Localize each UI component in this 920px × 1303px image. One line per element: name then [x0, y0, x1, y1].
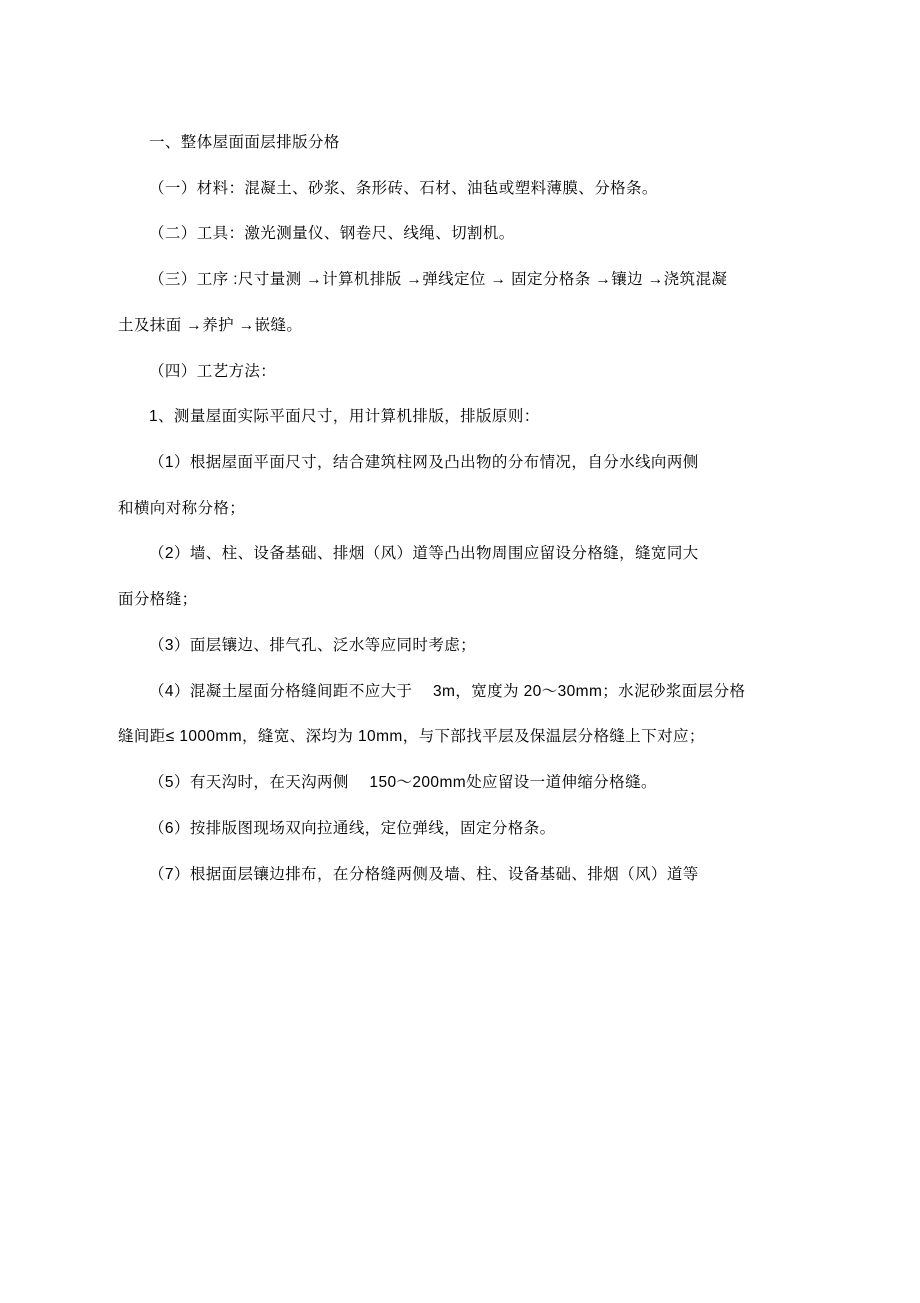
paragraph-item-5: （5）有天沟时，在天沟两侧 150～200mm处应留设一道伸缩分格缝。	[149, 774, 657, 792]
paragraph-item-1-line2: 和横向对称分格；	[118, 499, 246, 517]
paragraph-item-7: （7）根据面层镶边排布，在分格缝两侧及墙、柱、设备基础、排烟（风）道等	[149, 865, 699, 883]
paragraph-item-3: （3）面层镶边、排气孔、泛水等应同时考虑；	[149, 636, 477, 654]
document-body	[118, 120, 802, 897]
paragraph-item-2-line1: （2）墙、柱、设备基础、排烟（风）道等凸出物周围应留设分格缝，缝宽同大	[149, 545, 699, 563]
paragraph-procedure-line2: 土及抹面 →养护 →嵌缝。	[118, 316, 303, 334]
paragraph-method-heading: （四）工艺方法：	[149, 362, 277, 380]
paragraph-item-4-line2: 缝间距≤ 1000mm，缝宽、深均为 10mm，与下部找平层及保温层分格缝上下对应；	[118, 728, 705, 746]
paragraph-item-6: （6）按排版图现场双向拉通线，定位弹线，固定分格条。	[149, 819, 556, 837]
paragraph-item-2-line2: 面分格缝；	[118, 591, 198, 609]
paragraph-item-1-line1: （1）根据屋面平面尺寸，结合建筑柱网及凸出物的分布情况，自分水线向两侧	[149, 454, 699, 472]
paragraph-tools: （二）工具：激光测量仪、钢卷尺、线绳、切割机。	[149, 225, 515, 243]
paragraph-item-4-line1: （4）混凝土屋面分格缝间距不应大于 3m，宽度为 20～30mm；水泥砂浆面层分格	[149, 682, 746, 700]
paragraph-heading-1: 一、整体屋面面层排版分格	[149, 134, 340, 151]
paragraph-procedure-line1: （三）工序 :尺寸量测 →计算机排版 →弹线定位 → 固定分格条 →镶边 →浇筑混凝	[149, 271, 728, 289]
paragraph-step-1: 1、测量屋面实际平面尺寸，用计算机排版，排版原则：	[149, 408, 540, 426]
paragraph-materials: （一）材料：混凝土、砂浆、条形砖、石材、油毡或塑料薄膜、分格条。	[149, 179, 658, 197]
